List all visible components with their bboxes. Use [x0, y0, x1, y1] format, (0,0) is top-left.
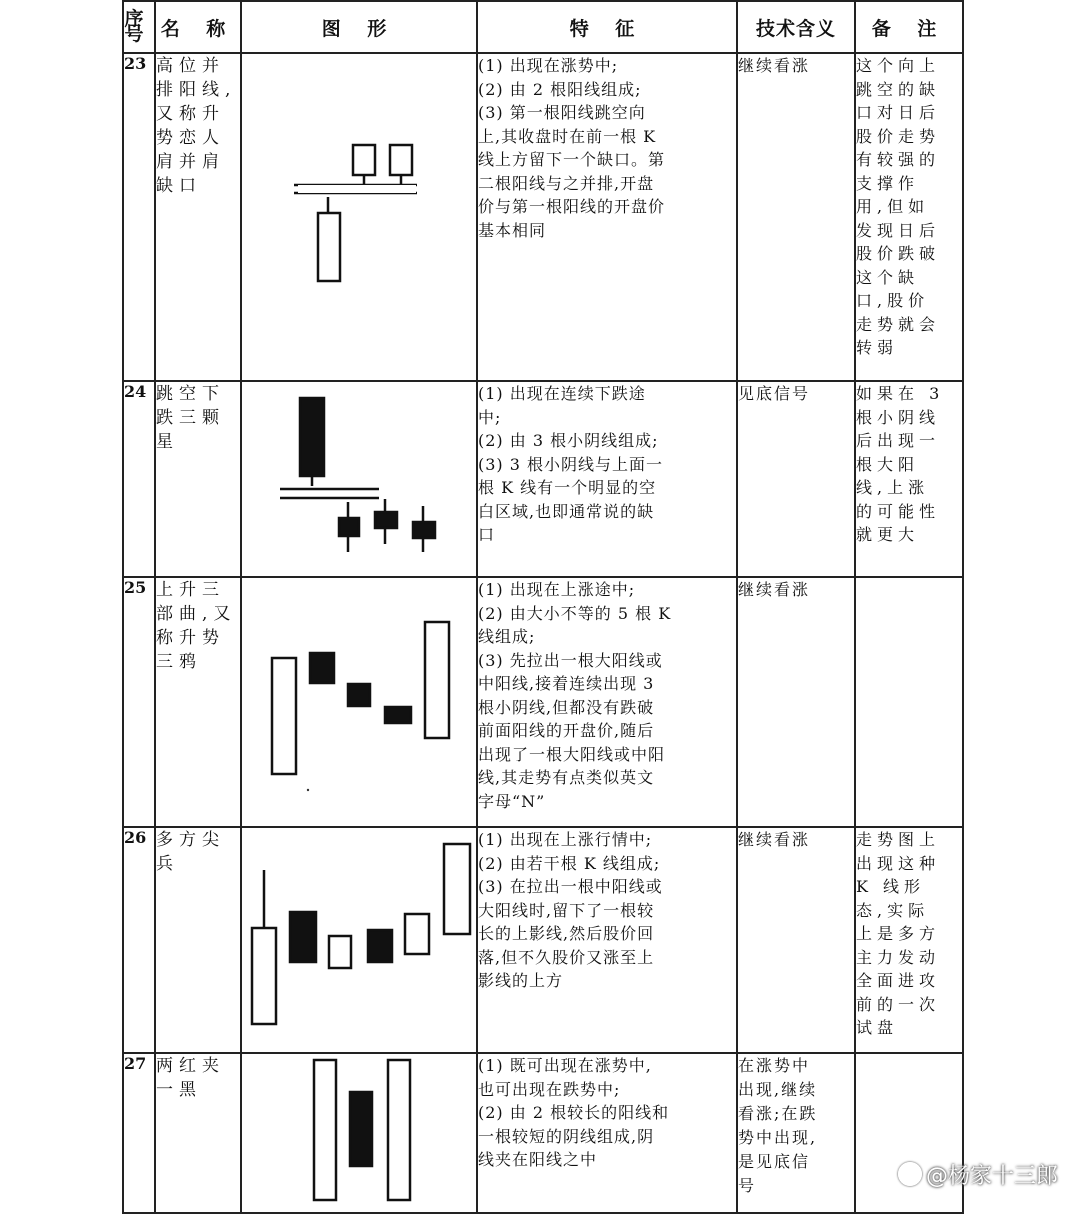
camera-icon — [898, 1162, 922, 1186]
feature-line: 价与第一根阳线的开盘价 — [478, 197, 666, 216]
feature-line: 线组成; — [478, 627, 536, 646]
remark-line: 这个缺 — [856, 267, 920, 287]
feature-line: 中; — [478, 407, 502, 427]
feature-line: 线,其走势有点类似英文 — [478, 768, 655, 787]
feature-line: (1) 出现在连续下跌途 — [478, 384, 646, 403]
name-line: 一黑 — [156, 1080, 202, 1100]
pattern-figure — [241, 381, 477, 577]
remark-line: 试盘 — [856, 1018, 899, 1037]
remark — [855, 827, 963, 1053]
remark-line: 态,实际 — [856, 900, 930, 920]
feature-line: 线上方留下一个缺口。第 — [478, 150, 666, 169]
watermark-text: @杨家十三郎 — [925, 1164, 1058, 1189]
header-name: 名 称 — [155, 1, 241, 53]
remark-line: 如果在 3 — [856, 384, 945, 403]
small-yin-candle — [385, 707, 411, 723]
name-line: 势恋人 — [156, 128, 225, 148]
header-meaning: 技术含义 — [737, 1, 855, 53]
feature-line: 也可出现在跌势中; — [478, 1079, 621, 1099]
feature-line: (1) 出现在涨势中; — [478, 56, 619, 75]
feature-line: 前面阳线的开盘价,随后 — [478, 721, 655, 740]
name-line: 高位并 — [156, 56, 225, 76]
remark-line: 有较强的 — [856, 150, 941, 169]
pattern-name — [155, 827, 241, 1053]
candlestick-figure-23 — [242, 54, 478, 380]
name-line: 上升三 — [156, 580, 225, 600]
header-feature: 特 征 — [477, 1, 737, 53]
name-line: 星 — [156, 432, 179, 452]
small-yin-candle — [348, 684, 370, 706]
yang-candle — [329, 936, 351, 968]
yang-candle — [318, 213, 340, 281]
table-row — [123, 1053, 963, 1213]
name-line: 部曲,又 — [156, 604, 237, 624]
feature-line: (3) 第一根阳线跳空向 — [478, 103, 646, 122]
pattern-feature — [477, 1053, 737, 1213]
candlestick-figure-25 — [242, 578, 478, 826]
meaning-line: 势中出现, — [738, 1128, 818, 1147]
name-line: 肩并肩 — [156, 152, 225, 172]
yang-candle — [353, 145, 375, 175]
name-line: 两红夹 — [156, 1056, 225, 1076]
feature-line: 二根阳线与之并排,开盘 — [478, 173, 655, 193]
table-row — [123, 53, 963, 381]
remark-line: 股价跌破 — [856, 244, 941, 263]
remark-line: 根大阳 — [856, 454, 920, 474]
meaning-line: 继续看涨 — [738, 830, 811, 849]
small-yin-candle — [310, 653, 334, 683]
feature-line: 根 K 线有一个明显的空 — [478, 478, 657, 497]
long-yang-candle — [314, 1060, 336, 1200]
technical-meaning — [737, 381, 855, 577]
pattern-name — [155, 577, 241, 827]
big-yang-candle — [425, 622, 449, 738]
meaning-line: 继续看涨 — [738, 56, 811, 75]
row-number: 27 — [123, 1053, 155, 1213]
remark-line: 后出现一 — [856, 431, 941, 450]
meaning-line: 是见底信 — [738, 1152, 811, 1171]
feature-line: (2) 由若干根 K 线组成; — [478, 853, 661, 873]
feature-line: 出现了一根大阳线或中阳 — [478, 744, 666, 764]
feature-line: 字母“N” — [478, 791, 546, 811]
feature-line: 影线的上方 — [478, 971, 564, 990]
pattern-name — [155, 381, 241, 577]
candlestick-figure-24 — [242, 382, 478, 576]
kline-pattern-table — [122, 0, 964, 1214]
remark-line: 口,股价 — [856, 291, 930, 310]
feature-line: (1) 出现在上涨途中; — [478, 580, 636, 599]
feature-line: 长的上影线,然后股价回 — [478, 924, 655, 943]
table-row — [123, 381, 963, 577]
feature-line: 一根较短的阴线组成,阴 — [478, 1126, 655, 1146]
feature-line: (1) 出现在上涨行情中; — [478, 830, 653, 849]
feature-line: 根小阴线,但都没有跌破 — [478, 697, 655, 717]
technical-meaning — [737, 577, 855, 827]
meaning-line: 看涨;在跌 — [738, 1104, 818, 1123]
pattern-feature — [477, 53, 737, 381]
yin-candle — [290, 912, 316, 962]
technical-meaning — [737, 53, 855, 381]
remark-line: 主力发动 — [856, 947, 941, 967]
name-line: 缺口 — [156, 176, 202, 196]
name-line: 三鸦 — [156, 652, 202, 672]
feature-line: 口 — [478, 525, 496, 544]
feature-line: 线夹在阳线之中 — [478, 1150, 598, 1169]
remark-line: 上是多方 — [856, 924, 941, 943]
row-number: 26 — [123, 827, 155, 1053]
feature-line: 白区域,也即通常说的缺 — [478, 501, 655, 521]
remark-line: 这个向上 — [856, 56, 941, 75]
remark-line: 股价走势 — [856, 126, 941, 146]
meaning-line: 出现,继续 — [738, 1080, 818, 1099]
name-line: 兵 — [156, 854, 179, 874]
meaning-line: 继续看涨 — [738, 580, 811, 599]
small-yin-candle — [375, 512, 397, 528]
remark-line: 的可能性 — [856, 501, 941, 521]
meaning-line: 号 — [738, 1176, 757, 1195]
feature-line: 大阳线时,留下了一根较 — [478, 900, 655, 920]
technical-meaning — [737, 1053, 855, 1213]
meaning-line: 见底信号 — [738, 384, 811, 403]
remark-line: 用,但如 — [856, 197, 930, 216]
long-yang-candle — [388, 1060, 410, 1200]
pattern-feature — [477, 381, 737, 577]
feature-line: (2) 由大小不等的 5 根 K — [478, 603, 672, 623]
remark-line: K 线形 — [856, 877, 926, 896]
pattern-name — [155, 1053, 241, 1213]
small-yin-candle — [413, 522, 435, 538]
feature-line: 中阳线,接着连续出现 3 — [478, 674, 655, 693]
feature-line: 落,但不久股价又涨至上 — [478, 947, 655, 967]
yin-candle — [368, 930, 392, 962]
remark-line: 发现日后 — [856, 220, 941, 240]
feature-line: (1) 既可出现在涨势中, — [478, 1056, 652, 1075]
remark-line: 出现这种 — [856, 853, 941, 873]
name-line: 又称升 — [156, 104, 225, 124]
pattern-figure — [241, 827, 477, 1053]
technical-meaning — [737, 827, 855, 1053]
pattern-figure — [241, 577, 477, 827]
name-line: 跳空下 — [156, 384, 225, 404]
remark — [855, 53, 963, 381]
remark-line: 根小阴线 — [856, 407, 941, 427]
feature-line: 上,其收盘时在前一根 K — [478, 126, 657, 146]
small-yin-candle — [339, 518, 359, 536]
big-yang-candle — [272, 658, 296, 774]
candlestick-figure-27 — [242, 1054, 478, 1212]
pattern-feature — [477, 827, 737, 1053]
name-line: 称升势 — [156, 628, 225, 648]
header-figure: 图 形 — [241, 1, 477, 53]
yang-candle — [252, 928, 276, 1024]
feature-line: 基本相同 — [478, 220, 547, 240]
pattern-name — [155, 53, 241, 381]
remark-line: 走势就会 — [856, 314, 941, 334]
feature-line: (3) 先拉出一根大阳线或 — [478, 650, 663, 670]
table-row — [123, 577, 963, 827]
remark-line: 跳空的缺 — [856, 79, 941, 99]
name-line: 跌三颗 — [156, 408, 225, 428]
remark-line: 前的一次 — [856, 994, 941, 1014]
remark-line: 就更大 — [856, 525, 920, 544]
short-yin-candle — [350, 1092, 372, 1166]
meaning-line: 在涨势中 — [738, 1056, 811, 1075]
yin-candle — [300, 398, 324, 476]
pattern-feature — [477, 577, 737, 827]
name-line: 多方尖 — [156, 830, 225, 850]
candlestick-figure-26 — [242, 828, 478, 1052]
remark — [855, 577, 963, 827]
feature-line: (2) 由 3 根小阴线组成; — [478, 431, 659, 450]
pattern-figure — [241, 53, 477, 381]
header-remark: 备 注 — [855, 1, 963, 53]
header-no: 序号 — [123, 1, 155, 53]
feature-line: (3) 3 根小阴线与上面一 — [478, 454, 664, 474]
row-number: 23 — [123, 53, 155, 381]
remark-line: 口对日后 — [856, 103, 941, 122]
remark-line: 走势图上 — [856, 830, 941, 849]
table-row — [123, 827, 963, 1053]
yang-candle — [390, 145, 412, 175]
feature-line: (3) 在拉出一根中阳线或 — [478, 877, 663, 896]
big-yang-candle — [444, 844, 470, 934]
header-row — [123, 1, 963, 53]
remark-line: 全面进攻 — [856, 971, 941, 990]
name-line: 排阳线, — [156, 80, 237, 100]
feature-line: (2) 由 2 根阳线组成; — [478, 79, 642, 99]
remark-line: 支撑作 — [856, 173, 920, 193]
row-number: 25 — [123, 577, 155, 827]
remark — [855, 381, 963, 577]
remark-line: 转弱 — [856, 338, 899, 357]
yang-candle — [405, 914, 429, 954]
row-number: 24 — [123, 381, 155, 577]
remark-line: 线,上涨 — [856, 478, 930, 497]
watermark — [898, 1159, 1058, 1190]
feature-line: (2) 由 2 根较长的阳线和 — [478, 1103, 670, 1122]
pattern-figure — [241, 1053, 477, 1213]
